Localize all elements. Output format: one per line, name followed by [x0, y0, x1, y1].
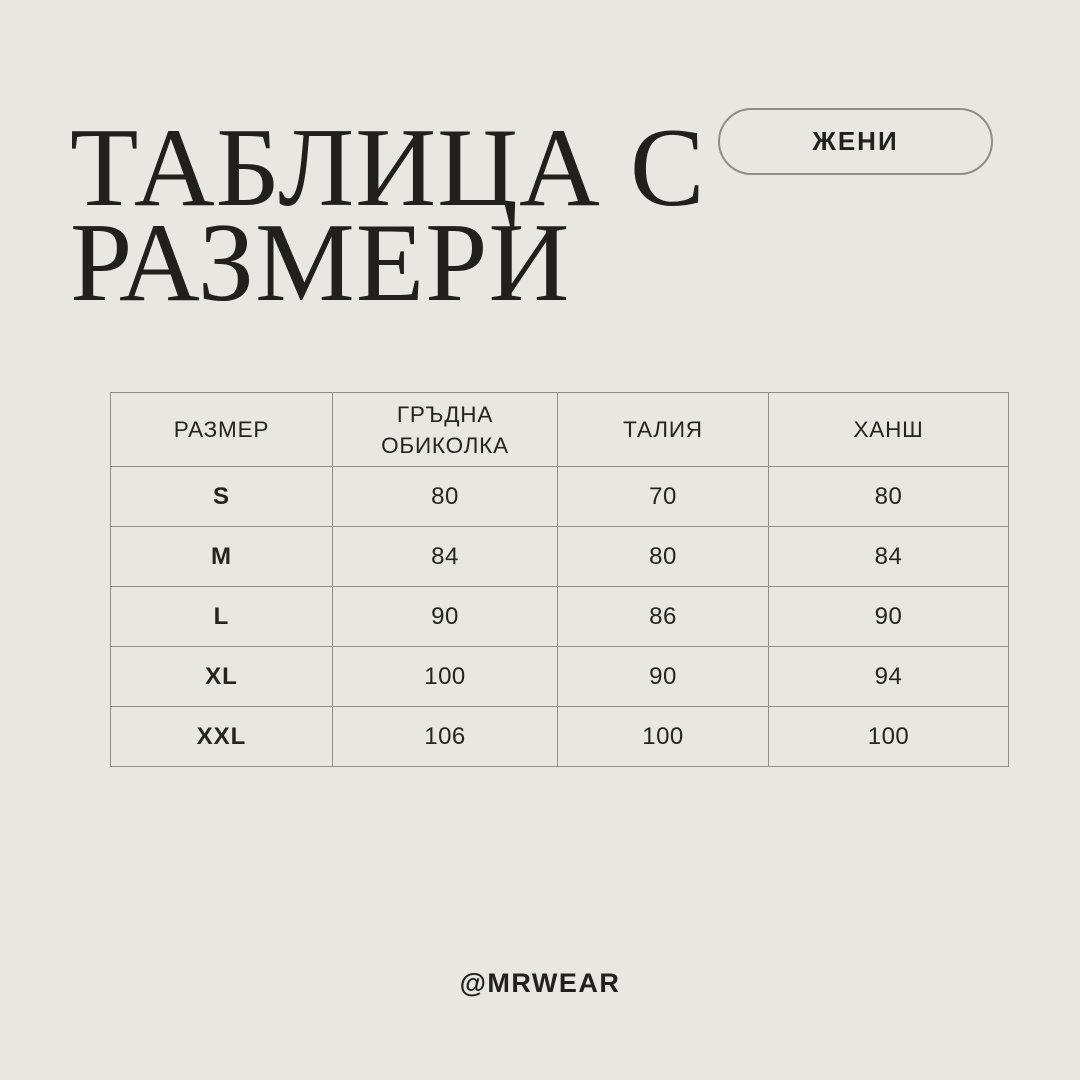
- category-pill-women[interactable]: [718, 108, 993, 175]
- hips-value: 84: [769, 527, 1009, 587]
- table-row: [111, 647, 1009, 707]
- table-row: [111, 707, 1009, 767]
- table-header-row: [111, 393, 1009, 467]
- size-label: M: [111, 527, 333, 587]
- column-header-size: РАЗМЕР: [111, 393, 333, 467]
- waist-value: 90: [558, 647, 769, 707]
- hips-value: 100: [769, 707, 1009, 767]
- brand-handle: @MRWEAR: [459, 968, 621, 998]
- size-label: XXL: [111, 707, 333, 767]
- hips-value: 94: [769, 647, 1009, 707]
- size-table: [110, 392, 1009, 767]
- hips-value: 90: [769, 587, 1009, 647]
- chest-value: 90: [333, 587, 558, 647]
- size-label: S: [111, 467, 333, 527]
- chest-value: 106: [333, 707, 558, 767]
- table-row: [111, 527, 1009, 587]
- column-header-chest: ГРЪДНА ОБИКОЛКА: [333, 393, 558, 467]
- waist-value: 86: [558, 587, 769, 647]
- page-title-line-2: РАЗМЕРИ: [70, 201, 571, 326]
- column-header-hips: ХАНШ: [769, 393, 1009, 467]
- table-row: [111, 587, 1009, 647]
- page-title-line-1: ТАБЛИЦА С: [70, 106, 706, 231]
- waist-value: 80: [558, 527, 769, 587]
- waist-value: 70: [558, 467, 769, 527]
- chest-value: 80: [333, 467, 558, 527]
- table-row: [111, 467, 1009, 527]
- size-label: L: [111, 587, 333, 647]
- page-title: [70, 106, 706, 326]
- hips-value: 80: [769, 467, 1009, 527]
- chest-value: 84: [333, 527, 558, 587]
- waist-value: 100: [558, 707, 769, 767]
- column-header-waist: ТАЛИЯ: [558, 393, 769, 467]
- size-label: XL: [111, 647, 333, 707]
- chest-value: 100: [333, 647, 558, 707]
- category-pill-label: ЖЕНИ: [812, 126, 899, 156]
